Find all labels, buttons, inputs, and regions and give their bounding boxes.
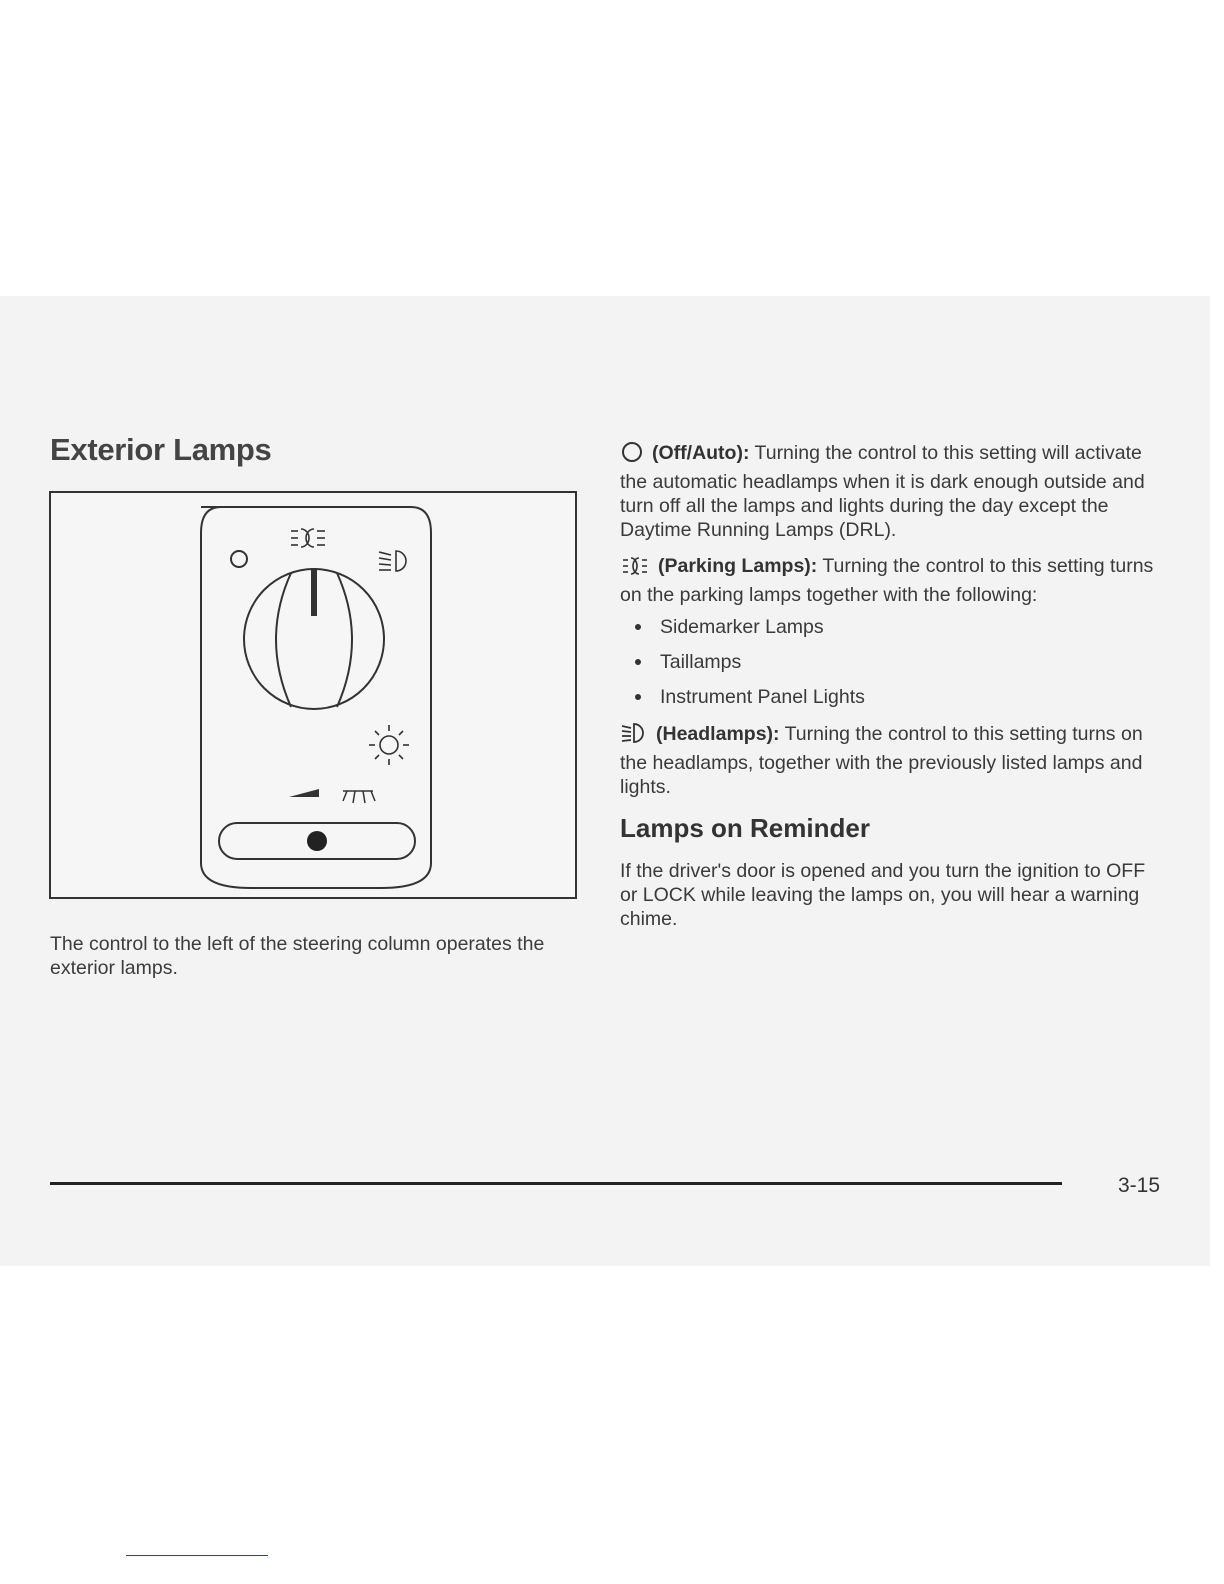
panel-lights-icon: [343, 791, 375, 803]
setting-label: (Headlamps):: [656, 723, 780, 745]
setting-label: (Parking Lamps):: [658, 555, 818, 577]
page-number: 3-15: [1118, 1174, 1161, 1197]
footer-rule: [50, 1182, 1062, 1185]
lamp-control-illustration: [51, 493, 575, 897]
setting-text: Turning the control to this setting turns on the headlamps, together with the previously listed lamps and lights.: [620, 723, 1143, 798]
list-item: Taillamps: [620, 650, 1165, 674]
off-auto-icon: [231, 551, 247, 567]
figure-caption: The control to the left of the steering column operates the exterior lamps.: [50, 933, 545, 979]
off-auto-icon: [620, 440, 644, 470]
headlamps-icon: [620, 721, 648, 751]
dome-lamp-icon: [369, 725, 409, 765]
lamp-dial-knob: [244, 568, 384, 709]
setting-headlamps: [620, 721, 1165, 799]
dimmer-wedge-icon: [289, 789, 319, 797]
setting-text: Turning the control to this setting turns on the parking lamps together with the following:: [620, 555, 1154, 606]
dial-pointer: [311, 568, 317, 616]
parking-lamps-list: [620, 615, 1165, 709]
bottom-underline: [126, 1555, 268, 1556]
setting-text: Turning the control to this setting will activate the automatic headlamps when it is dark enough outside and turn off all the lamps and lights during the day except the Daytime Running Lamps (DRL).: [620, 442, 1145, 541]
list-item: Instrument Panel Lights: [620, 685, 1165, 709]
settings-column: [620, 440, 1165, 943]
list-item: Sidemarker Lamps: [620, 615, 1165, 639]
reminder-title: Lamps on Reminder: [620, 813, 870, 843]
reminder-text: If the driver's door is opened and you turn the ignition to OFF or LOCK while leaving the lamps on, you will hear a warning chime.: [620, 860, 1146, 930]
parking-lamps-icon: [620, 555, 650, 583]
dimmer-slider-knob: [307, 831, 327, 851]
setting-parking-lamps: [620, 554, 1165, 607]
headlamps-icon: [379, 551, 406, 571]
lamp-control-figure: [49, 491, 577, 899]
parking-lamps-icon: [291, 529, 325, 547]
setting-off-auto: [620, 440, 1165, 542]
section-title: Exterior Lamps: [50, 432, 272, 467]
setting-label: (Off/Auto):: [652, 442, 750, 464]
